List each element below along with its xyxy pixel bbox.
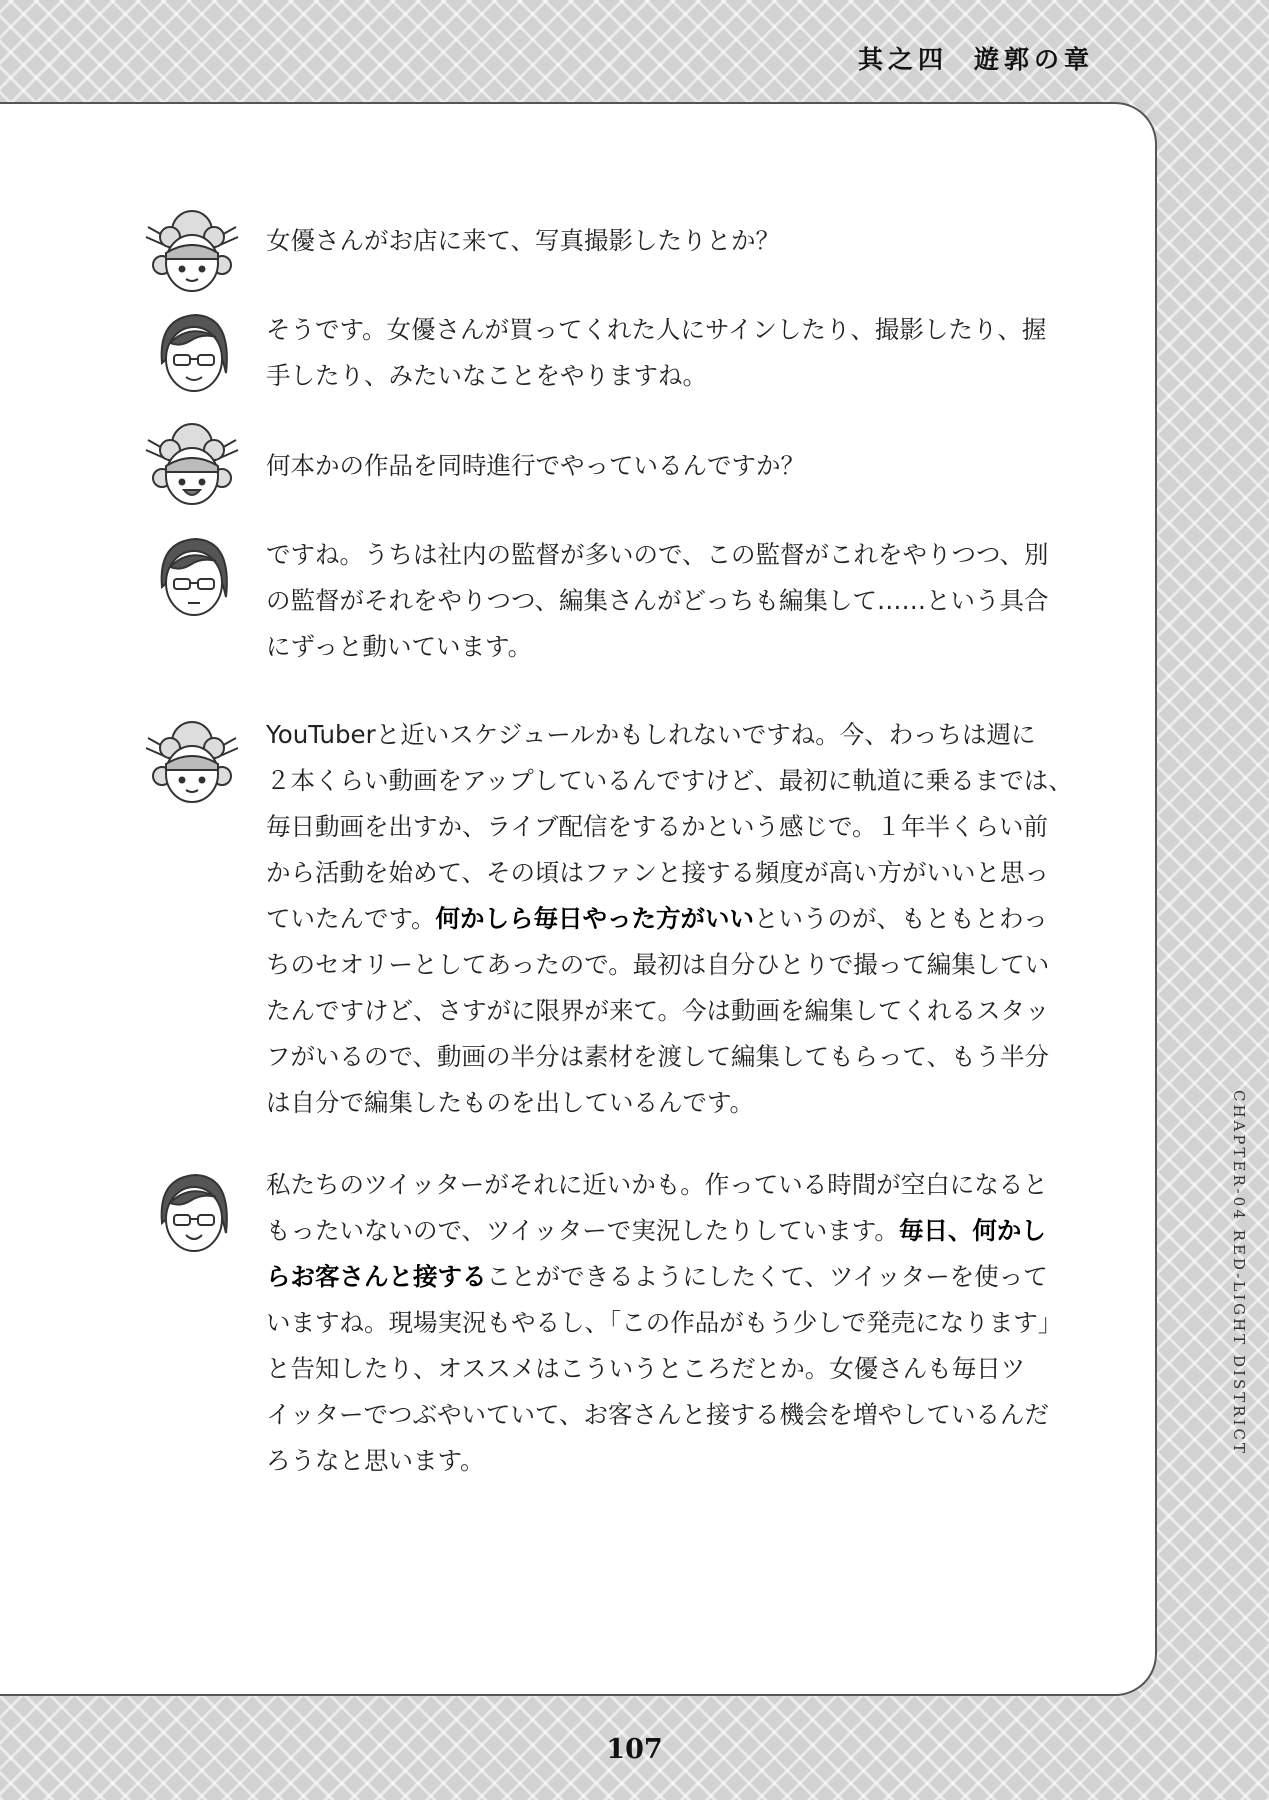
text-segment: ことができるようにしたくて、ツイッターを使って — [486, 1262, 1048, 1291]
dialogue-paragraph-2 — [266, 307, 1094, 399]
courtesan-avatar-icon — [140, 420, 244, 516]
page-number: 107 — [606, 1734, 663, 1765]
text-line: YouTuberと近いスケジュールかもしれないですね。今、わっちは週に — [266, 720, 1036, 749]
dialogue-paragraph-4 — [266, 532, 1094, 670]
text-line: にずっと動いています。 — [266, 632, 533, 661]
woman-glasses-avatar-icon — [140, 303, 244, 399]
woman-glasses-avatar-icon — [140, 1163, 244, 1259]
chapter-number: 其之四 — [857, 45, 948, 74]
text-line-with-emphasis — [266, 1254, 1094, 1300]
chapter-title: 遊郭の章 — [973, 45, 1094, 74]
text-line: フがいるので、動画の半分は素材を渡して編集してもらって、もう半分 — [266, 1042, 1050, 1071]
dialogue-paragraph-1 — [266, 218, 1094, 264]
text-line: ろうなと思います。 — [266, 1446, 485, 1475]
text-line: ちのセオリーとしてあったので。最初は自分ひとりで撮って編集してい — [266, 950, 1050, 979]
text-line: いますね。現場実況もやるし、「この作品がもう少しで発売になります」 — [266, 1308, 1063, 1337]
courtesan-avatar-icon — [140, 718, 244, 814]
text-segment: というのが、もともとわっ — [754, 904, 1048, 933]
dialogue-paragraph-6 — [266, 1162, 1094, 1484]
text-line: と告知したり、オススメはこういうところだとか。女優さんも毎日ツ — [266, 1354, 1026, 1383]
text-line: そうです。女優さんが買ってくれた人にサインしたり、撮影したり、握 — [266, 315, 1047, 344]
text-line: は自分で編集したものを出しているんです。 — [266, 1088, 755, 1117]
text-line: 何本かの作品を同時進行でやっているんですか？ — [266, 451, 805, 480]
text-line: 毎日動画を出すか、ライブ配信をするかという感じで。１年半くらい前 — [266, 812, 1049, 841]
emphasis-text: 毎日、何かし — [898, 1216, 1046, 1245]
text-segment: ていたんです。 — [266, 904, 436, 933]
emphasis-text: 何かしら毎日やった方がいい — [435, 904, 755, 933]
dialogue-paragraph-5 — [266, 712, 1094, 1126]
text-line: から活動を始めて、その頃はファンと接する頻度が高い方がいいと思っ — [266, 858, 1050, 887]
dialogue-paragraph-3 — [266, 443, 1094, 489]
text-segment: もったいないので、ツイッターで実況したりしています。 — [266, 1216, 899, 1245]
text-line-with-emphasis — [266, 896, 1094, 942]
running-header — [858, 40, 1094, 76]
woman-glasses-avatar-icon — [140, 527, 244, 623]
courtesan-avatar-icon — [140, 207, 244, 303]
chapter-side-label: CHAPTER-04 RED-LIGHT DISTRICT — [1230, 1090, 1248, 1456]
text-line: 私たちのツイッターがそれに近いかも。作っている時間が空白になると — [266, 1170, 1048, 1199]
text-line: 女優さんがお店に来て、写真撮影したりとか？ — [266, 226, 781, 255]
text-line-with-emphasis — [266, 1208, 1094, 1254]
text-line: たんですけど、さすがに限界が来て。今は動画を編集してくれるスタッ — [266, 996, 1050, 1025]
text-line: ２本くらい動画をアップしているんですけど、最初に軌道に乗るまでは、 — [266, 766, 1073, 795]
text-line: ですね。うちは社内の監督が多いので、この監督がこれをやりつつ、別 — [266, 540, 1049, 569]
text-line: 手したり、みたいなことをやりますね。 — [266, 361, 707, 390]
text-line: イッターでつぶやいていて、お客さんと接する機会を増やしているんだ — [266, 1400, 1050, 1429]
text-line: の監督がそれをやりつつ、編集さんがどっちも編集して……という具合 — [266, 586, 1049, 615]
emphasis-text: らお客さんと接する — [266, 1262, 487, 1291]
